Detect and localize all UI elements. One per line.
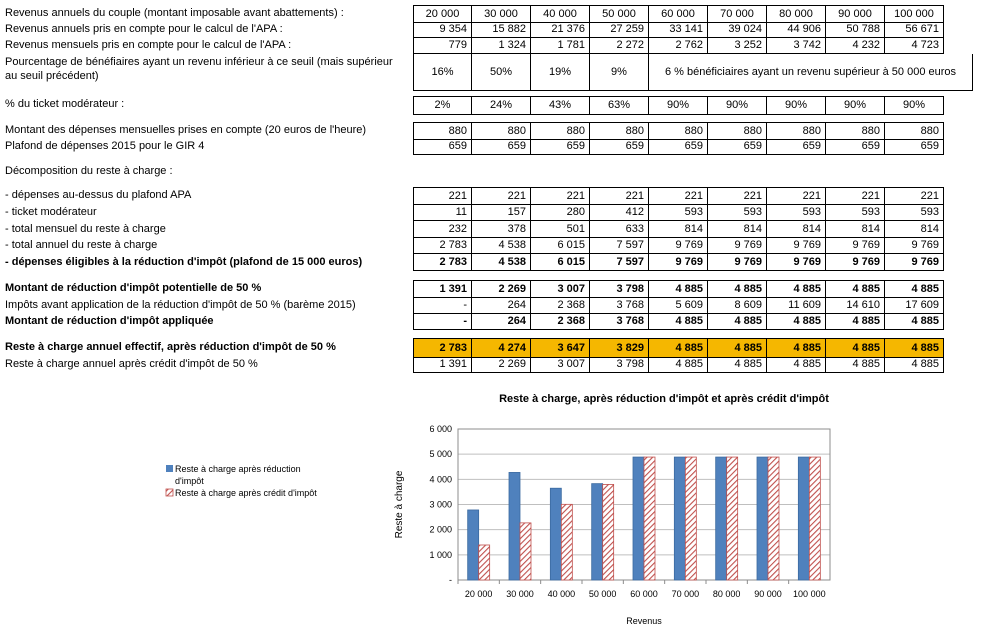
table-cell: 5 609 <box>649 297 708 313</box>
bar-credit <box>685 457 696 580</box>
table-cell: 2 272 <box>590 37 649 53</box>
table-cell: 9 769 <box>767 254 826 270</box>
legend-swatch-reduction <box>166 465 173 472</box>
table-cell: 9 769 <box>649 254 708 270</box>
table-cell: 50 788 <box>826 21 885 37</box>
legend-label-credit: Reste à charge après crédit d'impôt <box>175 488 317 498</box>
table-cell: 9 354 <box>413 21 472 37</box>
table-row <box>0 313 989 329</box>
table-cell: 3 647 <box>531 339 590 357</box>
table-row <box>0 21 989 37</box>
table-cell: 90% <box>767 97 826 114</box>
table-cell: 221 <box>531 188 590 204</box>
table-cell: 4 885 <box>826 339 885 357</box>
row-label: Montant des dépenses mensuelles prises en compte (20 euros de l'heure) <box>5 124 367 136</box>
table-cell: 20 000 <box>413 6 472 22</box>
table-cell: 1 391 <box>413 281 472 297</box>
table-cell: 63% <box>590 97 649 114</box>
table-row <box>0 163 989 179</box>
row-label: Reste à charge annuel effectif, après réduction d'impôt de 50 % <box>5 341 336 353</box>
table-cell: 11 <box>413 204 472 220</box>
table-cell: 70 000 <box>708 6 767 22</box>
x-tick-label: 80 000 <box>712 589 741 599</box>
table-cell: - <box>413 297 472 313</box>
table-row <box>0 237 989 253</box>
table-row <box>0 122 989 138</box>
table-cell: 2 368 <box>531 297 590 313</box>
table-cell: 157 <box>472 204 531 220</box>
table-cell: 90% <box>885 97 944 114</box>
table-cell: 80 000 <box>767 6 826 22</box>
table-row <box>0 187 989 203</box>
table-cell: 4 885 <box>767 339 826 357</box>
table-cell: 4 885 <box>767 356 826 372</box>
row-label: Revenus annuels pris en compte pour le calcul de l'APA : <box>5 23 283 35</box>
table-row <box>0 356 989 372</box>
table-cell: 7 597 <box>590 254 649 270</box>
table-row <box>0 338 989 356</box>
table-cell: 4 885 <box>708 339 767 357</box>
bar-credit <box>520 523 531 580</box>
table-cell: 880 <box>590 123 649 139</box>
table-cell: 4 885 <box>826 281 885 297</box>
table-cell: 4 538 <box>472 237 531 253</box>
table-cell: 4 885 <box>649 313 708 329</box>
table-row <box>0 37 989 53</box>
table-cell: 4 885 <box>885 356 944 372</box>
table-cell: 4 885 <box>708 313 767 329</box>
table-row <box>0 280 989 296</box>
table-row <box>0 96 989 113</box>
table-cell: 4 723 <box>885 37 944 53</box>
table-cell: 4 885 <box>649 356 708 372</box>
table-cell: 221 <box>826 188 885 204</box>
table-row <box>0 297 989 313</box>
bar-credit <box>479 545 490 580</box>
table-cell: 2 269 <box>472 281 531 297</box>
legend-swatch-credit <box>166 489 173 496</box>
table-cell: 593 <box>826 204 885 220</box>
table-cell: 501 <box>531 221 590 237</box>
table-cell: 40 000 <box>531 6 590 22</box>
table-cell: 4 885 <box>885 313 944 329</box>
table-cell: 6 015 <box>531 254 590 270</box>
table-cell: 19% <box>531 54 590 90</box>
table-cell: 2 368 <box>531 313 590 329</box>
row-label: Plafond de dépenses 2015 pour le GIR 4 <box>5 140 205 152</box>
table-cell: 17 609 <box>885 297 944 313</box>
bar-reduction <box>716 457 727 580</box>
table-cell: 3 252 <box>708 37 767 53</box>
table-cell: 14 610 <box>826 297 885 313</box>
table-cell: 880 <box>767 123 826 139</box>
table-cell: 9 769 <box>649 237 708 253</box>
table-cell: 39 024 <box>708 21 767 37</box>
table-cell: 4 885 <box>826 313 885 329</box>
row-label: - total annuel du reste à charge <box>5 239 158 251</box>
row-label: Revenus annuels du couple (montant imposable avant abattements) : <box>5 7 344 19</box>
x-tick-label: 20 000 <box>464 589 493 599</box>
table-cell: 3 768 <box>590 297 649 313</box>
legend-label-reduction-cont: d'impôt <box>175 476 204 486</box>
table-cell: 221 <box>885 188 944 204</box>
y-tick-label: - <box>449 575 452 585</box>
table-cell: 264 <box>472 297 531 313</box>
table-cell: 1 781 <box>531 37 590 53</box>
table-cell: 90% <box>826 97 885 114</box>
table-cell: 221 <box>649 188 708 204</box>
table-cell: 30 000 <box>472 6 531 22</box>
bar-credit <box>768 457 779 580</box>
chart-title: Reste à charge, après réduction d'impôt et après crédit d'impôt <box>499 393 829 405</box>
table-cell: 4 274 <box>472 339 531 357</box>
table-cell-span: 6 % bénéficiaires ayant un revenu supérieur à 50 000 euros <box>649 54 973 90</box>
table-cell: 659 <box>826 138 885 154</box>
x-tick-label: 50 000 <box>588 589 617 599</box>
table-cell: 659 <box>531 138 590 154</box>
row-label: Impôts avant application de la réduction d'impôt de 50 % (barème 2015) <box>5 299 356 311</box>
table-cell: 814 <box>708 221 767 237</box>
table-cell: 880 <box>885 123 944 139</box>
row-label: - dépenses au-dessus du plafond APA <box>5 189 192 201</box>
x-tick-label: 40 000 <box>547 589 576 599</box>
bar-reduction <box>550 488 561 580</box>
bar-reduction <box>674 457 685 580</box>
table-cell: 4 885 <box>708 356 767 372</box>
table-cell: 880 <box>472 123 531 139</box>
row-label: Montant de réduction d'impôt appliquée <box>5 315 214 327</box>
table-cell: 7 597 <box>590 237 649 253</box>
table-cell: 4 538 <box>472 254 531 270</box>
table-cell: 1 391 <box>413 356 472 372</box>
row-label: Revenus mensuels pris en compte pour le calcul de l'APA : <box>5 39 292 51</box>
bar-credit <box>644 457 655 580</box>
bar-reduction <box>509 472 520 580</box>
table-cell: 8 609 <box>708 297 767 313</box>
table-cell: 2 783 <box>413 237 472 253</box>
table-cell: 880 <box>649 123 708 139</box>
table-cell: 50 000 <box>590 6 649 22</box>
table-cell: 90% <box>649 97 708 114</box>
table-cell: 9 769 <box>826 254 885 270</box>
table-cell: 779 <box>413 37 472 53</box>
y-tick-label: 3 000 <box>429 499 452 510</box>
table-cell: 3 742 <box>767 37 826 53</box>
x-tick-label: 30 000 <box>506 589 534 599</box>
table-cell: 56 671 <box>885 21 944 37</box>
table-cell: 880 <box>826 123 885 139</box>
row-label: - total mensuel du reste à charge <box>5 223 166 235</box>
table-cell: 2 762 <box>649 37 708 53</box>
x-tick-label: 100 000 <box>793 589 826 599</box>
bar-credit <box>561 504 572 580</box>
bar-credit <box>809 457 820 580</box>
bar-reduction <box>798 457 809 580</box>
table-cell: 232 <box>413 221 472 237</box>
table-cell: 9% <box>590 54 649 90</box>
x-tick-label: 90 000 <box>754 589 782 599</box>
table-cell: 593 <box>708 204 767 220</box>
row-label: Décomposition du reste à charge : <box>5 165 173 177</box>
x-tick-label: 70 000 <box>671 589 700 599</box>
table-cell: 3 798 <box>590 281 649 297</box>
table-cell: 659 <box>472 138 531 154</box>
bar-reduction <box>633 457 644 580</box>
table-cell: 4 885 <box>649 281 708 297</box>
bar-reduction <box>757 457 768 580</box>
table-cell: 6 015 <box>531 237 590 253</box>
table-cell: 2% <box>413 97 472 114</box>
table-cell: 4 885 <box>708 281 767 297</box>
table-cell: 280 <box>531 204 590 220</box>
table-cell: 659 <box>708 138 767 154</box>
table-cell: 4 885 <box>885 339 944 357</box>
table-cell: 378 <box>472 221 531 237</box>
table-cell: 593 <box>649 204 708 220</box>
bar-chart <box>0 385 989 634</box>
table-cell: 2 269 <box>472 356 531 372</box>
table-cell: 2 783 <box>413 339 472 357</box>
row-label: - ticket modérateur <box>5 206 97 218</box>
table-cell: 659 <box>885 138 944 154</box>
table-cell: 90% <box>708 97 767 114</box>
table-cell: 24% <box>472 97 531 114</box>
table-cell: 659 <box>590 138 649 154</box>
legend-label-reduction: Reste à charge après réduction <box>175 464 301 474</box>
table-cell: 4 885 <box>885 281 944 297</box>
table-cell: 593 <box>767 204 826 220</box>
row-label: Pourcentage de bénéfiaires ayant un revenu inférieur à ce seuil (mais supérieur au seuil précédent) <box>5 56 393 82</box>
y-tick-label: 5 000 <box>429 449 452 460</box>
table-cell: 880 <box>708 123 767 139</box>
table-cell: 2 783 <box>413 254 472 270</box>
row-label: Reste à charge annuel après crédit d'impôt de 50 % <box>5 358 258 370</box>
table-cell: 633 <box>590 221 649 237</box>
table-cell: 9 769 <box>826 237 885 253</box>
table-cell: 880 <box>531 123 590 139</box>
x-tick-label: 60 000 <box>630 589 658 599</box>
table-cell: 21 376 <box>531 21 590 37</box>
table-cell: 221 <box>590 188 649 204</box>
bar-credit <box>727 457 738 580</box>
table-cell: 593 <box>885 204 944 220</box>
table-cell: 3 768 <box>590 313 649 329</box>
bar-reduction <box>592 484 603 580</box>
bar-reduction <box>468 510 479 580</box>
table-cell: 1 324 <box>472 37 531 53</box>
table-row <box>0 254 989 270</box>
table-cell: 60 000 <box>649 6 708 22</box>
y-tick-label: 6 000 <box>429 424 452 434</box>
table-cell: 4 885 <box>767 281 826 297</box>
x-axis-label: Revenus <box>626 616 662 626</box>
table-row <box>0 54 989 90</box>
table-cell: 9 769 <box>767 237 826 253</box>
table-cell: 50% <box>472 54 531 90</box>
row-label: % du ticket modérateur : <box>5 98 125 110</box>
row-label: Montant de réduction d'impôt potentielle de 50 % <box>5 282 262 294</box>
table-cell: - <box>413 313 472 329</box>
table-row <box>0 5 989 21</box>
table-cell: 9 769 <box>885 254 944 270</box>
table-cell: 4 232 <box>826 37 885 53</box>
table-cell: 100 000 <box>885 6 944 22</box>
table-cell: 3 798 <box>590 356 649 372</box>
table-row <box>0 221 989 237</box>
table-cell: 221 <box>708 188 767 204</box>
table-cell: 33 141 <box>649 21 708 37</box>
table-cell: 659 <box>413 138 472 154</box>
table-cell: 43% <box>531 97 590 114</box>
table-cell: 11 609 <box>767 297 826 313</box>
table-cell: 814 <box>885 221 944 237</box>
bar-credit <box>603 484 614 580</box>
y-tick-label: 2 000 <box>429 524 452 535</box>
table-cell: 814 <box>649 221 708 237</box>
table-cell: 264 <box>472 313 531 329</box>
table-cell: 659 <box>767 138 826 154</box>
table-cell: 44 906 <box>767 21 826 37</box>
table-cell: 221 <box>413 188 472 204</box>
table-cell: 9 769 <box>885 237 944 253</box>
table-cell: 4 885 <box>649 339 708 357</box>
table-cell: 412 <box>590 204 649 220</box>
table-row <box>0 138 989 154</box>
table-cell: 880 <box>413 123 472 139</box>
y-tick-label: 1 000 <box>429 549 452 560</box>
table-cell: 3 007 <box>531 281 590 297</box>
chart-svg <box>0 385 989 634</box>
table-cell: 9 769 <box>708 254 767 270</box>
row-label: - dépenses éligibles à la réduction d'impôt (plafond de 15 000 euros) <box>5 256 363 268</box>
table-cell: 814 <box>767 221 826 237</box>
table-cell: 221 <box>472 188 531 204</box>
table-cell: 15 882 <box>472 21 531 37</box>
table-cell: 16% <box>413 54 472 90</box>
table-cell: 3 829 <box>590 339 649 357</box>
table-cell: 9 769 <box>708 237 767 253</box>
table-cell: 659 <box>649 138 708 154</box>
table-cell: 27 259 <box>590 21 649 37</box>
table-cell: 3 007 <box>531 356 590 372</box>
table-cell: 4 885 <box>826 356 885 372</box>
table-cell: 4 885 <box>767 313 826 329</box>
y-axis-label: Reste à charge <box>394 470 405 539</box>
table-cell: 814 <box>826 221 885 237</box>
table-cell: 221 <box>767 188 826 204</box>
table-cell: 90 000 <box>826 6 885 22</box>
y-tick-label: 4 000 <box>429 474 452 485</box>
table-row <box>0 204 989 220</box>
